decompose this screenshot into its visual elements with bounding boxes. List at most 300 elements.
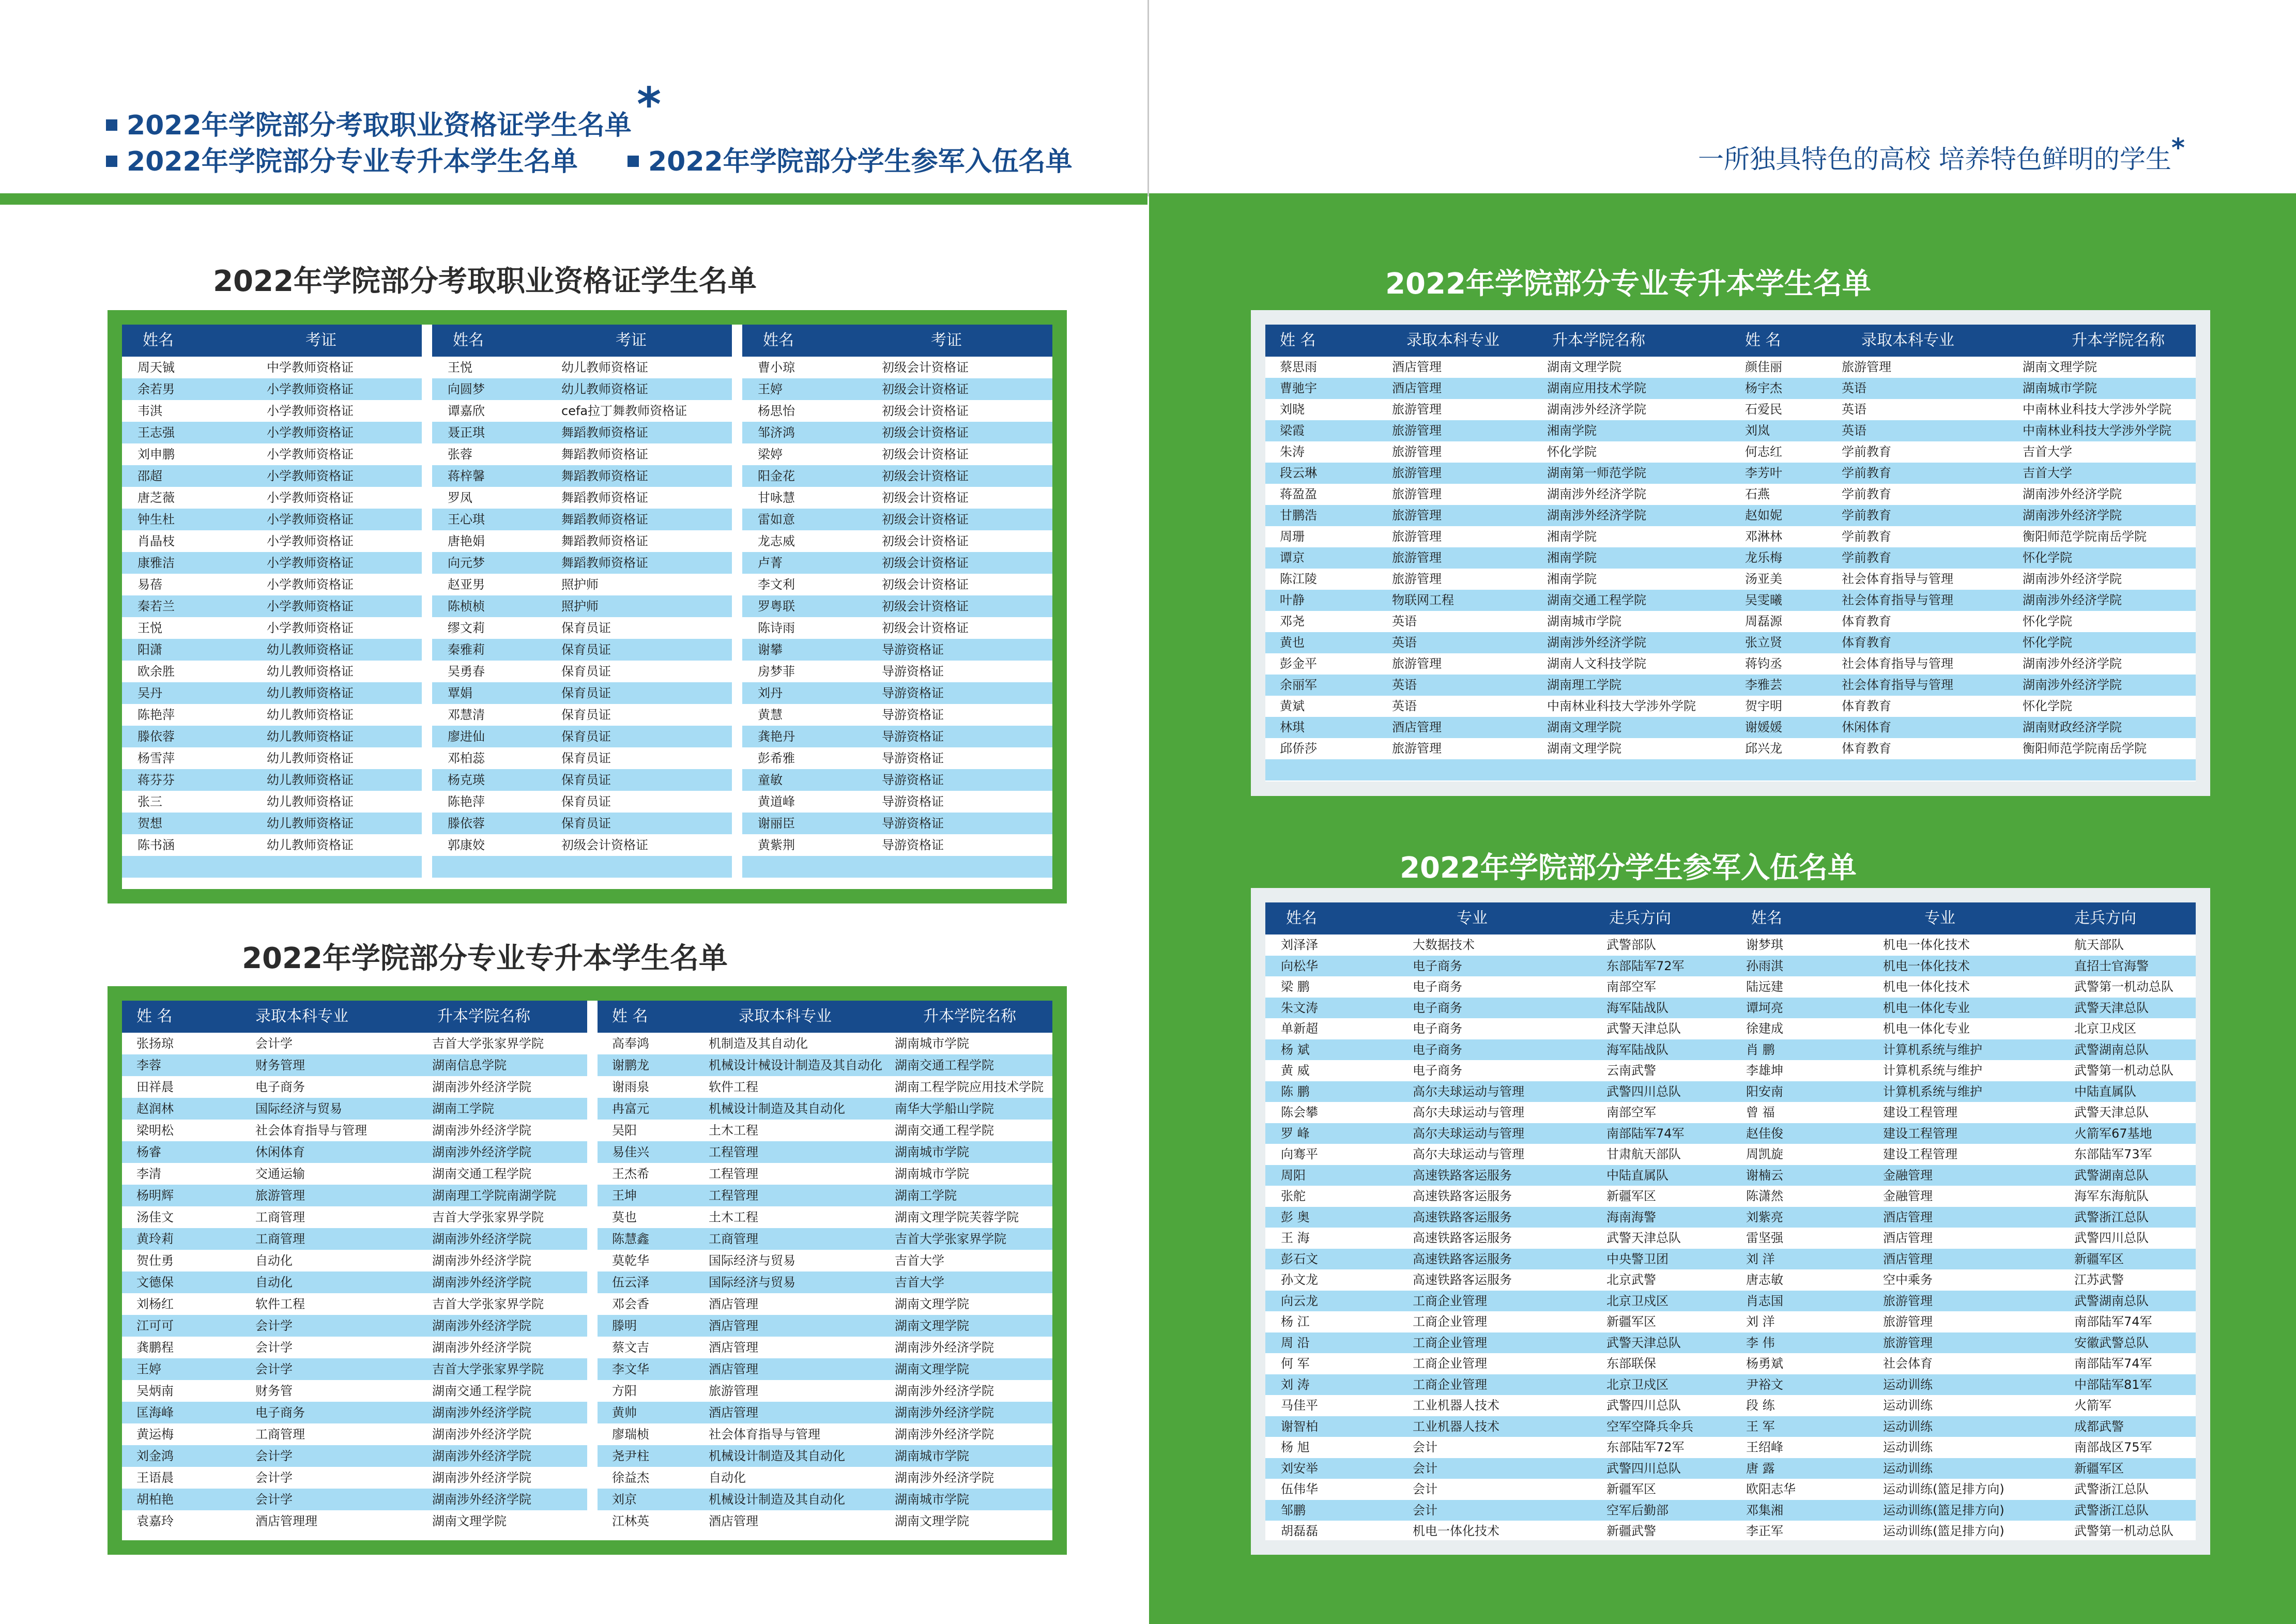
table-cell: 徐益杰 — [612, 1470, 649, 1485]
table-cell: 初级会计资格证 — [882, 621, 969, 635]
upgrade-right-column-group — [1731, 325, 2196, 782]
table-cell: 彭石文 — [1281, 1251, 1318, 1266]
table-cell: 钟生杜 — [137, 512, 175, 527]
table-cell: 周磊源 — [1745, 614, 1782, 629]
table-row — [1265, 420, 1731, 441]
table-row — [1731, 738, 2196, 759]
table-cell: 旅游管理 — [1392, 487, 1442, 501]
table-row — [1731, 547, 2196, 569]
table-cell: 舞蹈教师资格证 — [561, 512, 648, 527]
table-cell: 工业机器人技术 — [1413, 1419, 1499, 1434]
table-cell: 英语 — [1392, 678, 1417, 692]
table-cell: 初级会计资格证 — [882, 447, 969, 462]
table-cell: 湖南理工学院南湖学院 — [432, 1188, 556, 1203]
table-row — [598, 1054, 1052, 1076]
table-cell: 初级会计资格证 — [882, 512, 969, 527]
table-row — [122, 1423, 587, 1445]
table-row — [1731, 1207, 2196, 1228]
table-cell: 赵亚男 — [448, 577, 485, 592]
table-row — [122, 530, 422, 552]
table-cell: 酒店管理 — [709, 1340, 758, 1355]
table-cell: 陈艳萍 — [137, 708, 175, 722]
table-cell: 湖南涉外经济学院 — [432, 1253, 531, 1268]
table-header — [742, 325, 1052, 357]
table-cell: 学前教育 — [1842, 466, 1891, 480]
table-row — [122, 747, 422, 769]
table-cell: 段 练 — [1746, 1398, 1775, 1413]
table-row — [1265, 1291, 1731, 1312]
table-cell: 湖南交通工程学院 — [895, 1123, 994, 1138]
table-header — [598, 1001, 1052, 1033]
table-cell: 保育员证 — [561, 686, 611, 700]
table-cell: 湖南涉外经济学院 — [1547, 635, 1646, 650]
table-row — [1731, 1081, 2196, 1102]
header-line-2 — [106, 140, 1073, 178]
table-cell: 幼儿教师资格证 — [267, 642, 354, 657]
table-row — [598, 1141, 1052, 1163]
table-cell: 中南林业科技大学涉外学院 — [2023, 423, 2171, 438]
table-cell: 武警湖南总队 — [2074, 1293, 2149, 1308]
table-cell: 梁霞 — [1280, 423, 1305, 438]
table-row — [598, 1163, 1052, 1185]
table-cell: 社会体育指导与管理 — [1842, 593, 1953, 607]
square-bullet-icon — [106, 156, 117, 167]
table-cell: 陆远建 — [1746, 979, 1783, 994]
table-cell: 唐芝薇 — [137, 491, 175, 505]
table-cell: 自动化 — [255, 1275, 293, 1290]
column-header: 走兵方向 — [1609, 909, 1671, 927]
table-row — [1731, 1374, 2196, 1396]
table-cell: 休闲体育 — [255, 1145, 305, 1159]
table-row — [1731, 1353, 2196, 1374]
table-cell: 社会体育指导与管理 — [255, 1123, 367, 1138]
table-row — [1265, 998, 1731, 1019]
table-cell: 南华大学船山学院 — [895, 1101, 994, 1116]
table-cell: 邵超 — [137, 469, 162, 483]
table-row — [598, 1033, 1052, 1054]
column-header: 姓名 — [453, 331, 484, 349]
table-cell: 刘申鹏 — [137, 447, 175, 462]
table-cell: 方阳 — [612, 1384, 637, 1398]
table-row — [1731, 463, 2196, 484]
table-cell: 刘 洋 — [1746, 1251, 1775, 1266]
table-cell: 物联网工程 — [1392, 593, 1454, 607]
table-row — [742, 465, 1052, 487]
square-bullet-icon — [627, 156, 639, 167]
table-cell: 贺宇明 — [1745, 699, 1782, 713]
table-cell: 欧阳志华 — [1746, 1482, 1796, 1496]
table-row — [1731, 420, 2196, 441]
table-cell: 东部联保 — [1606, 1356, 1656, 1371]
table-cell: 中南林业科技大学涉外学院 — [1547, 699, 1696, 713]
table-cell: 刘紫亮 — [1746, 1209, 1783, 1224]
table-row — [1731, 611, 2196, 632]
table-cell: 导游资格证 — [882, 642, 944, 657]
table-cell: 小学教师资格证 — [267, 556, 354, 570]
table-cell: 旅游管理 — [1392, 402, 1442, 417]
table-cell: 李蓉 — [136, 1058, 161, 1073]
table-cell: 邓集湘 — [1746, 1503, 1783, 1518]
table-cell: 王心琪 — [448, 512, 485, 527]
table-row — [1731, 1018, 2196, 1039]
table-cell: 湖南文理学院 — [2023, 360, 2097, 374]
table-row — [1731, 653, 2196, 675]
table-cell: 康雅洁 — [137, 556, 175, 570]
table-cell: 武警四川总队 — [1606, 1084, 1681, 1099]
table-cell: 电子商务 — [1413, 1042, 1462, 1057]
table-row — [742, 791, 1052, 813]
table-cell: 体育教育 — [1842, 614, 1891, 629]
table-cell: 王婷 — [136, 1362, 161, 1376]
table-row — [1731, 759, 2196, 780]
table-cell: 工商管理 — [255, 1210, 305, 1224]
table-cell: 武警天津总队 — [2074, 1105, 2149, 1120]
table-cell: 周天铖 — [137, 360, 175, 375]
table-cell: 导游资格证 — [882, 794, 944, 809]
table-cell: 保育员证 — [561, 621, 611, 635]
table-cell: 刘金鸿 — [136, 1449, 174, 1463]
table-cell: 龙志威 — [758, 534, 795, 548]
table-cell: 运动训练(篮足排方向) — [1883, 1482, 2004, 1496]
table-row — [122, 1467, 587, 1489]
table-cell: 房梦菲 — [758, 664, 795, 679]
table-cell: 建设工程管理 — [1883, 1105, 1957, 1120]
table-cell: 王婷 — [758, 382, 783, 396]
table-row — [1265, 378, 1731, 399]
table-cell: 幼儿教师资格证 — [267, 751, 354, 765]
table-cell: 旅游管理 — [255, 1188, 305, 1203]
table-row — [1265, 1437, 1731, 1458]
table-cell: 中陆直属队 — [1606, 1168, 1669, 1183]
table-row — [1731, 1500, 2196, 1521]
table-cell: 武警天津总队 — [1606, 1021, 1681, 1036]
table-cell: 湖南文理学院 — [1547, 741, 1621, 756]
table-cell: 马佳平 — [1281, 1398, 1318, 1413]
table-cell: 会计学 — [255, 1449, 293, 1463]
table-cell: 湖南文理学院 — [432, 1514, 507, 1528]
table-cell: 尧尹柱 — [612, 1449, 649, 1463]
table-cell: 中学教师资格证 — [267, 360, 354, 375]
table-row — [432, 465, 732, 487]
table-header — [1731, 902, 2196, 934]
table-cell: 初级会计资格证 — [882, 425, 969, 440]
table-row — [122, 1076, 587, 1098]
table-row — [122, 1033, 587, 1054]
table-row — [432, 856, 732, 878]
table-cell: 学前教育 — [1842, 445, 1891, 459]
table-cell: 刘泽泽 — [1281, 938, 1318, 952]
table-row — [432, 443, 732, 465]
table-cell: 湖南涉外经济学院 — [432, 1449, 531, 1463]
table-row — [432, 357, 732, 378]
table-row — [1265, 1395, 1731, 1416]
header-line-1-text: 2022年学院部分考取职业资格证学生名单 — [127, 110, 632, 141]
table-row — [598, 1445, 1052, 1467]
table-row — [1731, 1437, 2196, 1458]
table-cell: 学前教育 — [1842, 487, 1891, 501]
table-cell: 湖南涉外经济学院 — [1547, 402, 1646, 417]
table-cell: 谢楠云 — [1746, 1168, 1783, 1183]
table-row — [1265, 484, 1731, 505]
table-row — [1265, 505, 1731, 526]
table-cell: 初级会计资格证 — [882, 491, 969, 505]
table-cell: 机电一体化专业 — [1883, 1000, 1970, 1015]
table-cell: 南部陆军74军 — [2074, 1356, 2152, 1371]
table-cell: 胡磊磊 — [1281, 1524, 1318, 1538]
table-row — [1731, 1123, 2196, 1144]
table-cell: 会计学 — [255, 1036, 293, 1051]
table-cell: 计算机系统与维护 — [1883, 1042, 1982, 1057]
table-row — [122, 1271, 587, 1293]
table-row — [1265, 956, 1731, 977]
table-row — [742, 661, 1052, 682]
table-row — [122, 422, 422, 443]
table-cell: 张扬琼 — [136, 1036, 174, 1051]
column-header: 升本学院名称 — [437, 1007, 530, 1025]
table-cell: 刘杨红 — [136, 1297, 174, 1311]
table-cell: 肖志国 — [1746, 1293, 1783, 1308]
table-cell: 武警天津总队 — [1606, 1231, 1681, 1245]
table-header — [1265, 902, 1731, 934]
table-cell: 旅游管理 — [1392, 572, 1442, 586]
table-row — [742, 617, 1052, 639]
table-row — [122, 465, 422, 487]
table-cell: 南部战区75军 — [2074, 1440, 2152, 1454]
table-cell: 湖南涉外经济学院 — [432, 1275, 531, 1290]
table-cell: 蔡文吉 — [612, 1340, 649, 1355]
table-cell: 缪文莉 — [448, 621, 485, 635]
table-cell: 酒店管理 — [709, 1405, 758, 1420]
table-row — [1265, 1374, 1731, 1396]
table-cell: 李正军 — [1746, 1524, 1783, 1538]
slogan — [1698, 133, 2185, 176]
table-row — [1265, 1228, 1731, 1249]
column-header: 姓名 — [1286, 909, 1317, 927]
table-row — [1265, 463, 1731, 484]
table-cell: 湖南城市学院 — [895, 1492, 969, 1507]
table-cell: 土木工程 — [709, 1123, 758, 1138]
table-cell: 旅游管理 — [1392, 550, 1442, 565]
slogan-star-icon: * — [2171, 133, 2185, 163]
table-cell: 曹驰宇 — [1280, 381, 1317, 395]
table-cell: 黄玲莉 — [136, 1232, 174, 1246]
upgrade-right-column-group — [1265, 325, 1731, 782]
table-row — [742, 834, 1052, 856]
table-cell: 电子商务 — [255, 1405, 305, 1420]
table-cell: 徐建成 — [1746, 1021, 1783, 1036]
upgrade-left-column-group — [122, 1001, 587, 1540]
table-cell: 导游资格证 — [882, 664, 944, 679]
table-cell: 陈慧鑫 — [612, 1232, 649, 1246]
column-header: 考证 — [931, 331, 962, 349]
table-cell: 软件工程 — [709, 1080, 758, 1094]
table-cell: 工程管理 — [709, 1145, 758, 1159]
table-cell: 湖南涉外经济学院 — [895, 1427, 994, 1442]
table-cell: 谭嘉欣 — [448, 404, 485, 418]
table-cell: 高尔夫球运动与管理 — [1413, 1105, 1524, 1120]
table-cell: 社会体育指导与管理 — [1842, 572, 1953, 586]
army-section-title: 2022年学院部分学生参军入伍名单 — [1400, 851, 1857, 885]
table-row — [1265, 1039, 1731, 1061]
table-cell: 直招士官海警 — [2074, 958, 2149, 973]
table-cell: 雷如意 — [758, 512, 795, 527]
table-cell: 保育员证 — [561, 751, 611, 765]
table-cell: 火箭军67基地 — [2074, 1126, 2152, 1141]
table-cell: 陈潇然 — [1746, 1189, 1783, 1203]
table-cell: 秦若兰 — [137, 599, 175, 614]
table-cell: 伍伟华 — [1281, 1482, 1318, 1496]
table-cell: 单新超 — [1281, 1021, 1318, 1036]
table-cell: 湖南涉外经济学院 — [432, 1145, 531, 1159]
table-row — [432, 422, 732, 443]
table-cell: 北京卫戍区 — [1606, 1377, 1669, 1392]
table-cell: 杨思怡 — [758, 404, 795, 418]
table-cell: 幼儿教师资格证 — [267, 816, 354, 831]
table-row — [122, 726, 422, 747]
table-cell: 黄帅 — [612, 1405, 637, 1420]
table-cell: 怀化学院 — [2023, 550, 2072, 565]
table-cell: 幼儿教师资格证 — [267, 838, 354, 852]
table-cell: 吉首大学张家界学院 — [432, 1362, 544, 1376]
table-cell: 南部陆军74军 — [1606, 1126, 1685, 1141]
table-row — [1731, 1479, 2196, 1500]
table-cell: 余若男 — [137, 382, 175, 396]
table-cell: 运动训练 — [1883, 1377, 1933, 1392]
table-cell: 蒋芬芬 — [137, 773, 175, 787]
table-cell: 湖南城市学院 — [895, 1449, 969, 1463]
table-cell: 梁婷 — [758, 447, 783, 462]
table-cell: 自动化 — [255, 1253, 293, 1268]
table-row — [742, 769, 1052, 791]
table-cell: 黄慧 — [758, 708, 783, 722]
table-row — [1265, 1500, 1731, 1521]
table-cell: 英语 — [1842, 381, 1866, 395]
table-cell: 陈会攀 — [1281, 1105, 1318, 1120]
table-cell: 彭希雅 — [758, 751, 795, 765]
table-cell: 工商企业管理 — [1413, 1356, 1487, 1371]
table-cell: 初级会计资格证 — [882, 556, 969, 570]
table-row — [598, 1206, 1052, 1228]
table-cell: 旅游管理 — [1392, 508, 1442, 523]
table-row — [742, 378, 1052, 400]
table-row — [122, 1054, 587, 1076]
table-cell: 湖南交通工程学院 — [432, 1384, 531, 1398]
table-cell: 小学教师资格证 — [267, 491, 354, 505]
table-row — [122, 704, 422, 726]
table-row — [1731, 505, 2196, 526]
upgrade-left-section-title: 2022年学院部分专业专升本学生名单 — [242, 942, 728, 975]
table-cell: 幼儿教师资格证 — [561, 360, 648, 375]
table-cell: 电子商务 — [1413, 1000, 1462, 1015]
table-cell: 聂正琪 — [448, 425, 485, 440]
table-cell: 酒店管理 — [1883, 1231, 1933, 1245]
column-header: 录取本科专业 — [739, 1007, 832, 1025]
table-cell: 机电一体化技术 — [1883, 938, 1970, 952]
table-row — [1265, 1123, 1731, 1144]
table-cell: 李 伟 — [1746, 1335, 1775, 1350]
table-cell: 保育员证 — [561, 816, 611, 831]
table-row — [1731, 696, 2196, 717]
army-table — [1251, 888, 2210, 1555]
table-cell: 财务管理 — [255, 1058, 305, 1073]
table-row — [1265, 1458, 1731, 1479]
table-cell: 北京卫戍区 — [2074, 1021, 2136, 1036]
table-cell: 湖南交通工程学院 — [1547, 593, 1646, 607]
table-cell: 怀化学院 — [2023, 635, 2072, 650]
table-row — [432, 704, 732, 726]
table-row — [1731, 1228, 2196, 1249]
table-cell: 保育员证 — [561, 729, 611, 744]
table-cell: 湖南文理学院 — [895, 1514, 969, 1528]
table-row — [598, 1380, 1052, 1402]
table-row — [1731, 357, 2196, 378]
table-cell: 高速铁路客运服务 — [1413, 1273, 1512, 1287]
table-cell: 湖南涉外经济学院 — [432, 1123, 531, 1138]
table-cell: 工程管理 — [709, 1167, 758, 1181]
table-cell: 吉首大学 — [2023, 445, 2072, 459]
table-cell: 机械设计制造及其自动化 — [709, 1101, 845, 1116]
table-cell: 莫也 — [612, 1210, 637, 1224]
table-cell: 机械设计械设计制造及其自动化 — [709, 1058, 882, 1073]
table-row — [598, 1423, 1052, 1445]
table-cell: 李文利 — [758, 577, 795, 592]
table-cell: 武警天津总队 — [1606, 1335, 1681, 1350]
table-cell: 文德保 — [136, 1275, 174, 1290]
table-cell: 梁明松 — [136, 1123, 174, 1138]
table-cell: 李雅芸 — [1745, 678, 1782, 692]
table-cell: 软件工程 — [255, 1297, 305, 1311]
table-row — [1265, 1018, 1731, 1039]
table-row — [122, 1402, 587, 1423]
table-cell: 张立贤 — [1745, 635, 1782, 650]
table-cell: 滕依蓉 — [137, 729, 175, 744]
table-cell: 覃娟 — [448, 686, 472, 700]
left-green-band — [0, 193, 1147, 205]
table-cell: 周珊 — [1280, 529, 1305, 544]
table-cell: 冉富元 — [612, 1101, 649, 1116]
table-cell: 刘 涛 — [1281, 1377, 1310, 1392]
table-cell: 陈桢桢 — [448, 599, 485, 614]
table-cell: 刘京 — [612, 1492, 637, 1507]
table-cell: 舞蹈教师资格证 — [561, 534, 648, 548]
table-cell: 杨勇斌 — [1746, 1356, 1783, 1371]
table-cell: 国际经济与贸易 — [709, 1275, 795, 1290]
table-cell: 工商企业管理 — [1413, 1293, 1487, 1308]
table-cell: 吴丹 — [137, 686, 162, 700]
table-cell: 杨克瑛 — [448, 773, 485, 787]
column-header: 走兵方向 — [2074, 909, 2136, 927]
table-cell: 舞蹈教师资格证 — [561, 425, 648, 440]
table-cell: 导游资格证 — [882, 751, 944, 765]
table-cell: 刘 洋 — [1746, 1314, 1775, 1329]
table-row — [1265, 1207, 1731, 1228]
table-row — [1265, 399, 1731, 420]
table-row — [1731, 934, 2196, 956]
table-cell: 运动训练 — [1883, 1461, 1933, 1476]
table-row — [122, 1293, 587, 1315]
table-cell: 旅游管理 — [709, 1384, 758, 1398]
table-row — [1731, 526, 2196, 547]
table-cell: 王杰希 — [612, 1167, 649, 1181]
table-cell: 高速铁路客运服务 — [1413, 1168, 1512, 1183]
table-cell: 邱侨莎 — [1280, 741, 1317, 756]
table-cell: 彭金平 — [1280, 656, 1317, 671]
table-cell: 阳安南 — [1746, 1084, 1783, 1099]
table-cell: 罗粤联 — [758, 599, 795, 614]
table-row — [122, 769, 422, 791]
table-cell: 旅游管理 — [1392, 529, 1442, 544]
table-row — [432, 530, 732, 552]
